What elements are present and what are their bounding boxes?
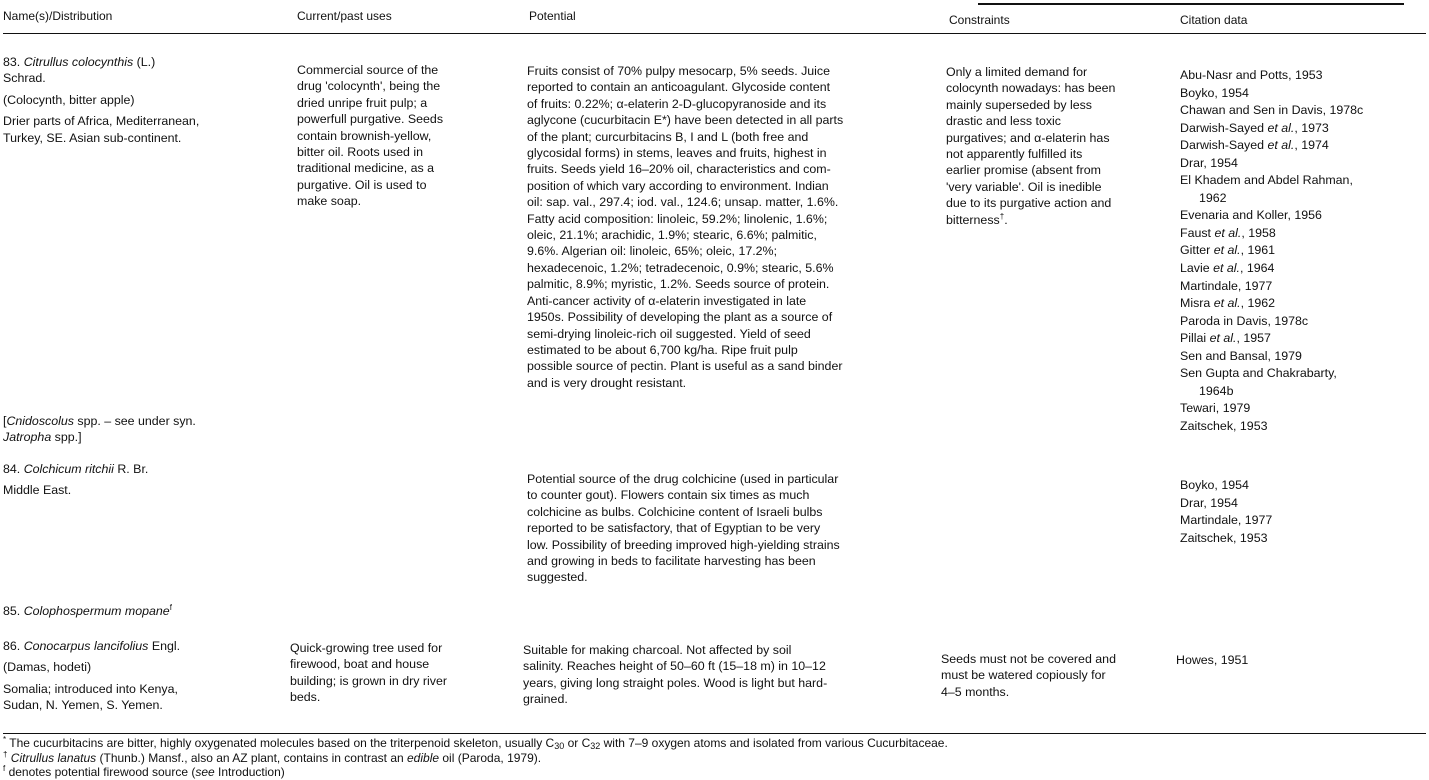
constraints-cell: Only a limited demand for colocynth nowadays: has been mainly superseded by less drastic and less toxic purgatives; and α-elaterin has not apparently fulfilled its earlier promise (absent from 'very variable'. Oil is inedible due to its purgative action and bitterness†. (946, 65, 1116, 227)
uses-cell: Commercial source of the drug 'colocynth', being the dried unripe fruit pulp; a powerfull purgative. Seeds contain brownish-yellow, bitter oil. Roots used in traditional medicine, as a purgative. Oil is used to make soap. (297, 63, 444, 209)
citation: Drar, 1954 (1180, 155, 1238, 170)
citation: Misra et al., 1962 (1180, 296, 1276, 311)
citation: Chawan and Sen in Davis, 1978c (1180, 103, 1364, 118)
name-distribution-cell (3, 461, 148, 499)
potential-cell: Fruits consist of 70% pulpy mesocarp, 5% seeds. Juice reported to contain an anticoagulant. Glycoside content of fruits: 0.22%; α-elaterin 2-D-glucopyranoside and its aglycone (cucurbitacin E*) have been detected in all parts of the plant; curcurbitacins B, I and L (both free and glycosidal forms) in stems, leaves and fruits, highest in fruits. Seeds yield 16–20% oil, characteristics and com- position of which vary according to environment. Indian oil: sap. val., 297.4; iod. val., 124.6; unsap. matter, 1.6%. Fatty acid composition: linoleic, 59.2%; linolenic, 1.6%; oleic, 21.1%; arachidic, 1.9%; stearic, 6.6%; palmitic, 9.6%. Algerian oil: linoleic, 65%; oleic, 17.2%; hexadecenoic, 1.2%; tetradecenoic, 0.9%; stearic, 5.6% palmitic, 8.9%; myristic, 1.2%. Seeds source of protein. Anti-cancer activity of α-elaterin investigated in late 1950s. Possibility of developing the plant as a source of semi-drying linoleic-rich oil suggested. Yield of seed estimated to be about 6,700 kg/ha. Ripe fruit pulp possible source of pectin. Plant is useful as a sand binder and is very drought resistant. (527, 64, 844, 390)
header-potential: Potential (529, 9, 576, 23)
citation: Darwish-Sayed et al., 1973 (1180, 120, 1329, 135)
species-name: 84. Colchicum ritchii R. Br. (3, 462, 149, 476)
top-rule (978, 3, 1404, 5)
citation: Boyko, 1954 (1180, 478, 1249, 492)
citations-cell (1180, 477, 1272, 547)
header-citation-data: Citation data (1180, 13, 1248, 27)
footnote-rule (3, 733, 1426, 734)
citation: Abu-Nasr and Potts, 1953 (1180, 68, 1323, 82)
distribution: Drier parts of Africa, Mediterranean, Turkey, SE. Asian sub-continent. (3, 114, 200, 145)
citation: Tewari, 1979 (1180, 401, 1251, 416)
citation: Paroda in Davis, 1978c (1180, 313, 1309, 328)
citation: Faust et al., 1958 (1180, 225, 1276, 240)
citation: Evenaria and Koller, 1956 (1180, 208, 1322, 223)
potential-cell: Suitable for making charcoal. Not affected by soil salinity. Reaches height of 50–60 ft (15–18 m) in 10–12 years, giving long straight poles. Wood is light but hard- grained. (523, 643, 828, 707)
distribution: Middle East. (3, 483, 72, 498)
potential-cell: Potential source of the drug colchicine (used in particular to counter gout). Flowers contain six times as much colchicine as bulbs. Colchicine content of Israeli bulbs reported to be satisfactory, that of Egyptian to be very low. Possibility of breeding improved high-yielding strains and growing in beds to facilitate harvesting has been suggested. (527, 472, 840, 585)
citation: Martindale, 1977 (1180, 513, 1273, 527)
citations-cell (1176, 652, 1248, 668)
citation: Gitter et al., 1961 (1180, 243, 1276, 258)
header-name-distribution: Name(s)/Distribution (3, 9, 113, 23)
citation: Drar, 1954 (1180, 495, 1238, 510)
common-names: (Damas, hodeti) (3, 660, 92, 675)
common-names: (Colocynth, bitter apple) (3, 92, 135, 107)
citation: Sen and Bansal, 1979 (1180, 348, 1302, 363)
footnote-firewood: $^f$ denotes potential firewood source (see Introduction) (3, 764, 285, 779)
firewood-footnote-mark: f (169, 603, 172, 612)
citations-cell (1180, 67, 1363, 435)
citation: Darwish-Sayed et al., 1974 (1180, 138, 1329, 153)
citation: Martindale, 1977 (1180, 278, 1273, 293)
citation: Pillai et al., 1957 (1180, 331, 1271, 346)
citation: Zaitschek, 1953 (1180, 418, 1268, 433)
constraints-cell: Seeds must not be covered and must be watered copiously for 4–5 months. (941, 652, 1116, 699)
name-distribution-cell (3, 638, 180, 714)
citation: Zaitschek, 1953 (1180, 530, 1268, 545)
species-italic: Citrullus colocynthis (23, 55, 134, 69)
citation: Howes, 1951 (1176, 653, 1249, 667)
header-constraints: Constraints (949, 13, 1010, 27)
name-distribution-cell: 83. Citrullus colocynthis (L.) Schrad. (Colocynth, bitter apple) Drier parts of Africa, Mediterranean, Turkey, SE. Asian sub-continent. (3, 55, 200, 145)
species-name: 86. Conocarpus lancifolius Engl. (3, 639, 181, 653)
cross-reference-cnidoscolus: [Cnidoscolus spp. – see under syn. Jatropha spp.] (3, 414, 196, 445)
table-row-85: 85. Colophospermum mopane$^f$ (3, 603, 172, 618)
species-name: 83. Citrullus colocynthis (L.) (3, 55, 156, 69)
distribution: Somalia; introduced into Kenya, Sudan, N. Yemen, S. Yemen. (3, 681, 178, 713)
header-rule (3, 33, 1426, 34)
citation-continued: 1964b (1199, 383, 1234, 398)
citation: Sen Gupta and Chakrabarty, (1180, 366, 1337, 381)
citation: Lavie et al., 1964 (1180, 261, 1275, 276)
header-current-past-uses: Current/past uses (297, 9, 392, 23)
citation: El Khadem and Abdel Rahman, (1180, 173, 1353, 188)
citation-continued: 1962 (1199, 190, 1227, 205)
dagger-footnote-mark: † (999, 211, 1005, 221)
footnote-dagger: † Citrullus lanatus (Thunb.) Mansf., also an AZ plant, contains in contrast an edible oil (Paroda, 1979). (3, 750, 542, 765)
footnote-star: * The cucurbitacins are bitter, highly oxygenated molecules based on the triterpenoid skeleton, usually $C_{30}$ or $C_{32}$ with 7–9 oxygen atoms and isolated from various Cucurbitaceae. (3, 735, 948, 751)
citation: Boyko, 1954 (1180, 85, 1249, 100)
uses-cell: Quick-growing tree used for firewood, boat and house building; is grown in dry river beds. (290, 641, 448, 705)
